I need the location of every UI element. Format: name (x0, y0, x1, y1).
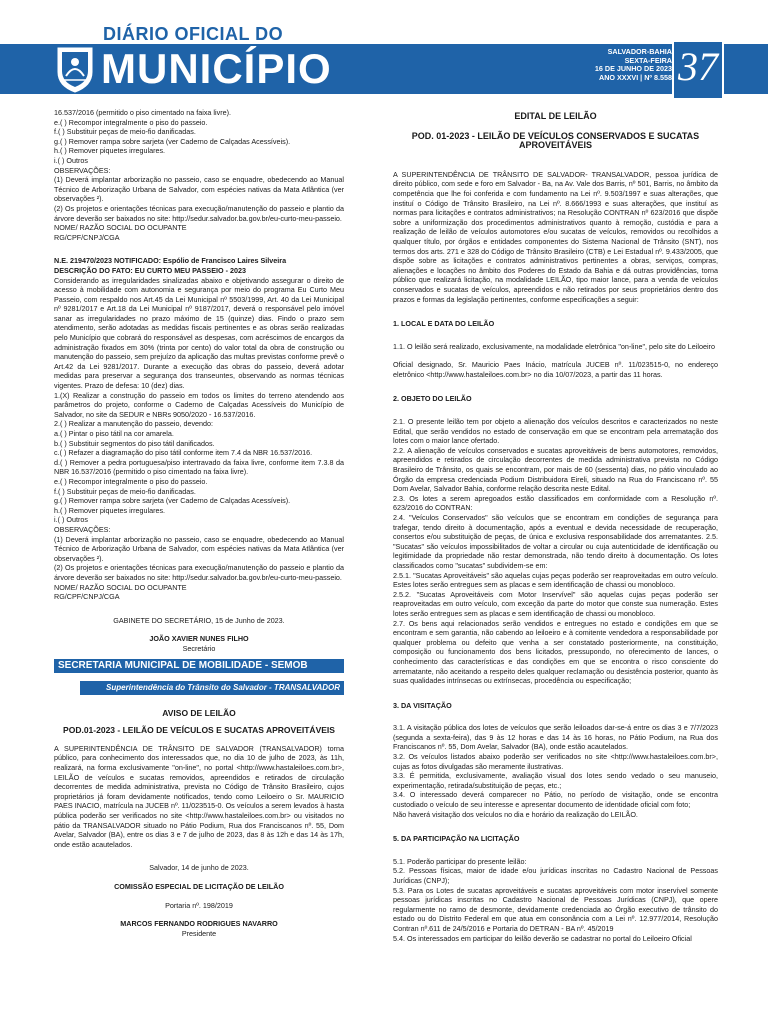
section-paragraph: 2.7. Os bens aqui relacionados serão vendidos e entregues no estado e condições em que se encontram e sem garantia, não cabendo ao leiloeiro e à comitente vendedora a responsabilidade por qualquer problema ou defeito que venha a ser constatado posteriormente, na constituição, composição ou funcionamento dos bens licitados, pressupondo, no oferecimento de lances, o conhecimento das características e das condições em que se encontra o risco consciente do arrematante, não aceitando a respeito deles qualquer reclamação ou desistência posterior, quanto às suas qualidades intrínsecas ou extrínsecas, procedência ou especificação; (393, 618, 718, 686)
notification-item: b.( ) Substituir segmentos do piso tátil danificados. (54, 438, 215, 448)
section-paragraph: 1.1. O leilão será realizado, exclusivamente, na modalidade eletrônica "on-line", pelo site do Leiloeiro (393, 341, 715, 351)
text-line: i.( ) Outros (54, 155, 88, 165)
section-paragraph: 5.4. Os interessados em participar do leilão deverão se cadastrar no portal do Leiloeiro Oficial (393, 933, 692, 943)
edital-intro: A SUPERINTENDÊNCIA DE TRÂNSITO DE SALVADOR- TRANSALVADOR, pessoa jurídica de direito público, com sede e foro em Salvador - Ba, na Av. Vale dos Barris, nº 501, Barris, no âmbito da competência que lhe foi conferida e com fundamento na Lei nº. 9.503/1997 e suas alterações, que instituí o Código de Trânsito Brasileiro, na Lei nº. 8.666/1993 e suas alterações, que instituí as normas para licitações e contratos administrativos; na Resolução CONTRAN nº 623/2016 que dispõe sobre a uniformização dos procedimentos administrativos quanto à remoção, custódia e para a realização de leilão de veículos automotores e/ou sucatas de veículos, removidos ou recolhidos a qualquer título, por órgãos e entidades componentes do Sistema Nacional de Trânsito (SNT), nos termos dos arts. 271 e 328 do Código de Trânsito Brasileiro (CTB) e Lei Estadual nº. 9.433/2005, que dispõe sobre as licitações e contratos administrativos pertinentes a obras, serviços, compras, alienações e locações no âmbito dos Poderes do Estado da Bahia e dá outras providências, torna público que realizará licitação, na modalidade LEILÃO, tipo maior lance, para a venda de veículos conservados e sucatas de veículos, apreendidos e não retirados por seus proprietários dentro dos prazos e formas da legislação pertinentes, conforme especificações a seguir: (393, 169, 718, 304)
section-paragraph: 2.2. A alienação de veículos conservados e sucatas aproveitáveis de bens automotores, removidos, apreendidos e retirados de circulação decorrentes de medida administrativa prevista no Código Brasileiro de Trânsito, os quais se encontram, por mais de 60 (sessenta) dias, no pátio vinculado ao Órgão da empresa credenciada Podium Distribuidora Eireli, situado na Rua do Franciscano nº. 55 Dom Avelar, Salvador Bahia, conforme relação descrita neste Edital. (393, 445, 718, 494)
section-paragraph: Oficial designado, Sr. Mauricio Paes Inácio, matrícula JUCEB nº. 11/023515-0, no endereço eletrônico <http://www.hastaleiloes.com.br> no dia 10/07/2023, a partir das 11 horas. (393, 360, 718, 379)
section-paragraph: 2.3. Os lotes a serem apregoados estão classificados em conformidade com a Resolução nº. 623/2016 do CONTRAN: (393, 493, 718, 513)
text-line: f.( ) Substituir peças de meio-fio danificadas. (54, 127, 196, 137)
left-column (54, 108, 344, 938)
text-line: e.( ) Recompor integralmente o piso do passeio. (54, 117, 208, 127)
edital-subtitle: POD. 01-2023 - LEILÃO DE VEÍCULOS CONSERVADOS E SUCATAS APROVEITÁVEIS (411, 130, 700, 151)
notification-item: 2.( ) Realizar a manutenção do passeio, devendo: (54, 419, 214, 429)
section-paragraph: 5.3. Para os Lotes de sucatas aproveitáveis e sucatas aproveitáveis com motor inservível somente pessoas jurídicas inscritas no Cadastro Nacional de Pessoas Jurídicas (CNPJ), que opere regularmente no ramo de desmonte, devidamente credenciada ao Órgão executivo de trânsito do estado ou do Distrito Federal em que atua em consonância com a Lei nº. 12.977/2014, Resolução Contran nº.611 de 24/5/2016 e Portaria do DETRAN - BA nº. 45/2019 (393, 885, 718, 933)
text-line: h.( ) Remover piquetes irregulares. (54, 146, 166, 156)
masthead-date: 16 DE JUNHO DE 2023 (594, 64, 672, 73)
section-subbanner: Superintendência do Trânsito do Salvador - TRANSALVADOR (80, 681, 344, 695)
notification-item: g.( ) Remover rampa sobre sarjeta (ver Caderno de Calçadas Acessíveis). (54, 496, 291, 506)
section-title: 3. DA VISITAÇÃO (393, 700, 452, 710)
text-line: g.( ) Remover rampa sobre sarjeta (ver Caderno de Calçadas Acessíveis). (54, 136, 291, 146)
notification-item: (1) Deverá implantar arborização no passeio, caso se enquadre, obedecendo ao Manual Técnico de Arborização Urbana de Salvador, com espécies nativas da Mata Atlântica (ver observações ²). (54, 534, 344, 563)
section-banner: SECRETARIA MUNICIPAL DE MOBILIDADE - SEMOB (54, 659, 344, 673)
portaria: Portaria nº. 198/2019 (165, 900, 233, 910)
text-line: (1) Deverá implantar arborização no passeio, caso se enquadre, obedecendo ao Manual Técnico de Arborização Urbana de Salvador, com espécies nativas da Mata Atlântica (ver observações ²). (54, 175, 344, 204)
section-paragraph: 2.5.1. "Sucatas Aproveitáveis" são aquelas cujas peças poderão ser reaproveitadas em outro veículo. Estes lotes serão entregues sem as placas e sem identificação de chassi ou monobloco. (393, 570, 718, 590)
text-line: RG/CPF/CNPJ/CGA (54, 232, 120, 242)
section-paragraph: 5.1. Poderão participar do presente leilão: (393, 856, 527, 866)
notification-item: OBSERVAÇÕES: (54, 524, 111, 534)
notification-item: d.( ) Remover a pedra portuguesa/piso intertravado da faixa livre, conforme item 7.3.8 da NBR 16.537/2016 (permitido o piso cimentado na faixa livre). (54, 457, 344, 477)
aviso-body: A SUPERINTENDÊNCIA DE TRÂNSITO DE SALVADOR (TRANSALVADOR) torna público, para conhecimento dos interessados que, no dia 10 de julho de 2023, às 11h, realizará, na forma exclusivamente "on-line", no portal <http://www.hastaleiloes.com.br>, LEILÃO de veículos e sucatas removidos, apreendidos e retirados de circulação decorrentes de medida administrativa, prevista no Código de Trânsito Brasileiro, cujos proprietários já foram devidamente notificados, tendo como Leiloeiro o Sr. MAURICIO PAES INACIO, matrícula na JUCEB nº. 11/023515-0. Os veículos a serem levados à hasta pública poderão ser verificados no site <http://www.hastaleiloes.com.br> ou visitados no pátio da TRANSALVADOR situado no Pátio Podium, Rua dos Franciscanos nº. 55, Dom Avelar, Salvador (BA), entre os dias 3 e 7 de julho de 2023, das 8 às 12h e das 14 às 17h, onde estão acautelados. (54, 743, 344, 849)
signatory-name: JOÃO XAVIER NUNES FILHO (149, 634, 249, 644)
notification-item: f.( ) Substituir peças de meio-fio danificadas. (54, 486, 196, 496)
masthead-title-small: DIÁRIO OFICIAL DO (103, 24, 284, 44)
text-line: OBSERVAÇÕES: (54, 165, 111, 175)
masthead-meta (472, 48, 672, 82)
notification-paragraph: Considerando as irregularidades sinalizadas abaixo e objetivando assegurar o direito de acesso à mobilidade com autonomia e segurança por meio do programa Eu Curto Meu Passeio, com respaldo nos Art.45 da Lei Municipal nº 5503/1999, Art. 40 da Lei Municipal nº 9281/2017 e Art.18 da Lei Municipal nº 9187/2017, deverá o responsável pelo imóvel sanar as irregularidades no prazo máximo de 15 (quinze) dias. Findo o prazo sem atendimento, serão adotadas as medidas fiscais pertinentes e as obras serão realizadas pelo Município que cobrará do responsável as despesas, com acréscimos de encargos da administração fixados em 30% (trinta por cento) do valor total da obra de construção ou manutenção do passeio, sem prejuízo da aplicação das multas previstas conforme prevê o Art.42 da Lei 9281/2017. Durante a execução das obras do passeio, deverá adotar medidas para preservar a segurança dos transeuntes, observando as normas técnicas vigentes. Prazo de defesa: 10 (dez) dias. (54, 275, 344, 391)
section-paragraph: 2.5.2. "Sucatas Aproveitáveis com Motor Inservível" são aquelas cujas peças poderão ser reaproveitadas em outro veículo, com exceção da parte do motor que conste sua numeração. Estes lotes serão entregues sem as placas e sem identificação de chassi ou monobloco. (393, 589, 718, 618)
masthead (0, 0, 768, 100)
section-paragraph: 3.4. O interessado deverá comparecer no Pátio, no período de visitação, onde se encontra custodiado o veículo de seu interesse e apresentar documento de identidade oficial com foto; (393, 790, 718, 810)
notification-item: 1.(X) Realizar a construção do passeio em todos os limites do terreno atendendo aos parâmetros do projeto, conforme o Caderno de Calçadas Acessíveis do Município de Salvador, no site da SEDUR e NBRs 9050/2020 - 16.537/2016. (54, 390, 344, 419)
masthead-city: SALVADOR-BAHIA (607, 47, 672, 56)
aviso-date: Salvador, 14 de junho de 2023. (149, 863, 249, 873)
notification-number: N.E. 219470/2023 NOTIFICADO: Espólio de Francisco Laires Silveira (54, 256, 287, 266)
notification-item: a.( ) Pintar o piso tátil na cor amarela. (54, 429, 174, 438)
section-paragraph: 3.1. A visitação pública dos lotes de veículos que serão leiloados dar-se-á entre os dias 3 e 7/7/2023 (segunda a sexta-feira), das 9 às 12 horas e das 14 às 16 horas, no Pátio Podium, na Rua dos Franciscanos nº. 55, Dom Avelar, Salvador (BA), onde estão acautelados. (393, 723, 718, 752)
masthead-weekday: SEXTA-FEIRA (624, 55, 672, 65)
right-column (393, 108, 718, 943)
notification-item: (2) Os projetos e orientações técnicas para execução/manutenção do passeio e plantio da árvore deverão ser baixados no site: http://sedur.salvador.ba.gov.br/eu-curto-meu-passeio. (54, 563, 344, 582)
masthead-title-big: MUNICÍPIO (101, 45, 332, 92)
edital-title: EDITAL DE LEILÃO (514, 111, 597, 121)
presidente-name: MARCOS FERNANDO RODRIGUES NAVARRO (120, 919, 278, 929)
top-lines (54, 108, 344, 242)
section-paragraph: 3.3. É permitida, exclusivamente, avaliação visual dos lotes sendo vedado o seu manuseio, experimentação, retirada/substituição de peças, etc.; (393, 771, 718, 790)
notification-item: NOME/ RAZÃO SOCIAL DO OCUPANTE (54, 582, 187, 592)
signatory-role: Secretário (182, 643, 216, 653)
section-paragraph: 2.4. "Veículos Conservados" são veículos que se encontram em condições de segurança para trafegar, tendo direito à documentação, após a eventual e devida necessidade de recuperação, consertos e/ou substituição de peças, de única e exclusiva responsabilidade dos arrematantes. 2.5. "Sucatas" são veículos impossibilitados de voltar a circular ou cuja autenticidade de identificação ou legitimidade da propriedade não restar demonstrada, não tendo direito à documentação. Os lotes classificados como "sucatas" subdividem-se em: (393, 513, 718, 570)
aviso-subtitle: POD.01-2023 - LEILÃO DE VEÍCULOS E SUCATAS APROVEITÁVEIS (63, 725, 335, 736)
section-paragraph: 3.2. Os veículos listados abaixo poderão ser verificados no site <http://www.hastaleiloes.com.br>, cujas as fotos divulgadas são meramente ilustrativas. (393, 752, 718, 771)
notification-item: RG/CPF/CNPJ/CGA (54, 592, 120, 602)
aviso-title: AVISO DE LEILÃO (162, 707, 236, 718)
section-title: 2. OBJETO DO LEILÃO (393, 394, 472, 404)
masthead-edition: ANO XXXVI | Nº 8.558 (599, 72, 672, 82)
comissao-name: COMISSÃO ESPECIAL DE LICITAÇÃO DE LEILÃO (114, 881, 284, 891)
notification-description: DESCRIÇÃO DO FATO: EU CURTO MEU PASSEIO - 2023 (54, 265, 246, 275)
notification-item: i.( ) Outros (54, 515, 88, 525)
section-paragraph: Não haverá visitação dos veículos no dia e horário da realização do LEILÃO. (393, 809, 638, 819)
gabinete-date: GABINETE DO SECRETÁRIO, 15 de Junho de 2023. (113, 615, 285, 625)
notification-item: h.( ) Remover piquetes irregulares. (54, 505, 166, 515)
text-line: (2) Os projetos e orientações técnicas para execução/manutenção do passeio e plantio da árvore deverão ser baixados no site: http://sedur.salvador.ba.gov.br/eu-curto-meu-passeio. (54, 203, 344, 223)
presidente-role: Presidente (181, 928, 217, 938)
text-line: NOME/ RAZÃO SOCIAL DO OCUPANTE (54, 223, 187, 233)
notification-item: c.( ) Refazer a diagramação do piso tátil conforme item 7.4 da NBR 16.537/2016. (54, 448, 313, 458)
section-title: 1. LOCAL E DATA DO LEILÃO (393, 319, 495, 329)
city-coat-of-arms-icon (54, 42, 96, 94)
notification-item: e.( ) Recompor integralmente o piso do passeio. (54, 476, 208, 486)
page-number: 37 (678, 44, 718, 89)
section-title: 5. DA PARTICIPAÇÃO NA LICITAÇÃO (393, 834, 520, 844)
section-paragraph: 2.1. O presente leilão tem por objeto a alienação dos veículos descritos e caracterizados no neste Edital, que serão vendidos no estado de conservação em que se encontram pela arrematação dos lotes com o maior lance ofertado. (393, 417, 718, 446)
text-line: 16.537/2016 (permitido o piso cimentado na faixa livre). (54, 108, 231, 117)
section-paragraph: 5.2. Pessoas físicas, maior de idade e/ou jurídicas inscritas no Cadastro Nacional de Pessoas Jurídicas (CNPJ); (393, 866, 718, 885)
